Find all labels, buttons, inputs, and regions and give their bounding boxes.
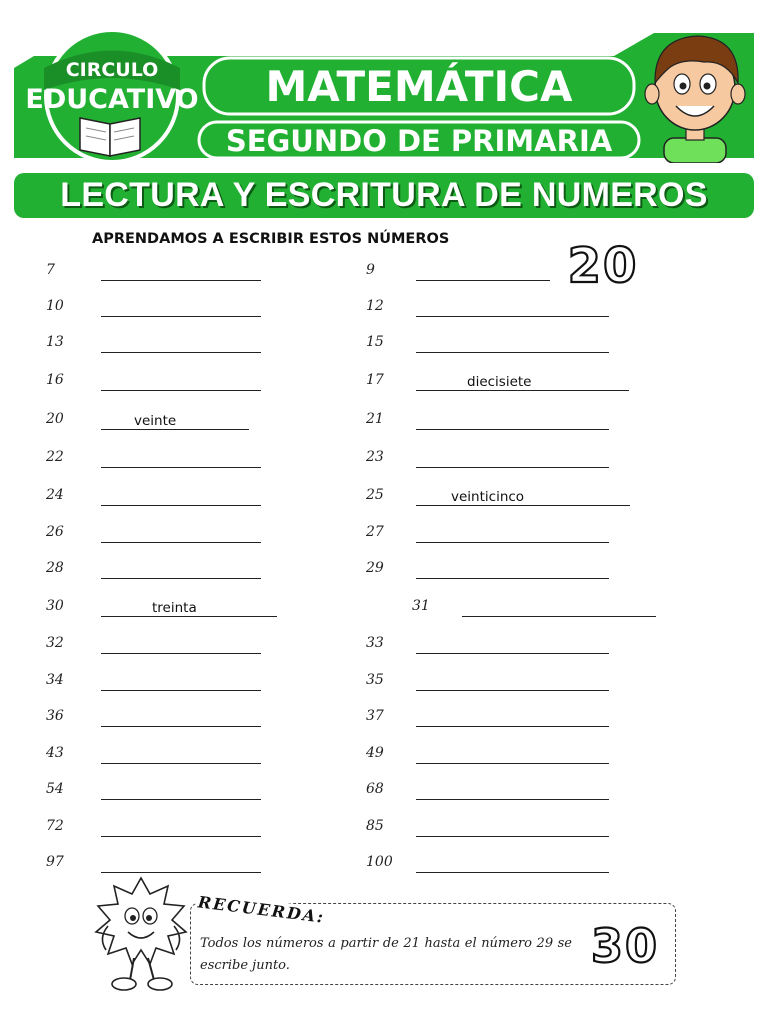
answer-line[interactable] bbox=[101, 300, 261, 317]
answer-line[interactable] bbox=[416, 300, 609, 317]
svg-text:30: 30 bbox=[590, 919, 660, 972]
answer-line[interactable] bbox=[416, 413, 609, 430]
answer-line[interactable] bbox=[101, 336, 261, 353]
answer-line[interactable] bbox=[416, 674, 609, 691]
number-label: 30 bbox=[46, 598, 64, 614]
answer-text: treinta bbox=[152, 600, 197, 616]
number-label: 29 bbox=[366, 560, 384, 576]
answer-line[interactable] bbox=[101, 451, 261, 468]
number-label: 27 bbox=[366, 524, 384, 540]
answer-line[interactable] bbox=[101, 374, 261, 391]
page-title: MATEMÁTICA bbox=[265, 62, 573, 111]
answer-line[interactable] bbox=[416, 562, 609, 579]
answer-line[interactable] bbox=[416, 526, 609, 543]
answer-line[interactable] bbox=[462, 600, 656, 617]
answer-text: veinticinco bbox=[451, 489, 525, 505]
answer-line[interactable] bbox=[101, 783, 261, 800]
logo-line1: CIRCULO bbox=[65, 59, 159, 81]
number-label: 36 bbox=[46, 708, 64, 724]
number-label: 23 bbox=[366, 449, 384, 465]
answer-line[interactable] bbox=[416, 747, 609, 764]
answer-line[interactable] bbox=[101, 820, 261, 837]
answer-text: diecisiete bbox=[467, 374, 532, 390]
number-label: 13 bbox=[46, 334, 64, 350]
answer-line[interactable] bbox=[416, 856, 609, 873]
svg-text:20: 20 bbox=[567, 240, 639, 290]
number-label: 43 bbox=[46, 745, 64, 761]
number-label: 33 bbox=[366, 635, 384, 651]
number-badge-20 bbox=[548, 240, 658, 290]
answer-line[interactable] bbox=[101, 413, 249, 430]
book-icon bbox=[80, 118, 140, 156]
number-badge-30 bbox=[580, 916, 670, 972]
number-label: 35 bbox=[366, 672, 384, 688]
topic-bar bbox=[14, 173, 754, 218]
number-label: 72 bbox=[46, 818, 64, 834]
answer-line[interactable] bbox=[101, 674, 261, 691]
remember-text: Todos los números a partir de 21 hasta el número 29 se escribe junto. bbox=[200, 936, 572, 973]
answer-line[interactable] bbox=[101, 710, 261, 727]
number-label: 12 bbox=[366, 298, 384, 314]
topic-title: LECTURA Y ESCRITURA DE NUMEROS bbox=[60, 176, 708, 214]
answer-line[interactable] bbox=[416, 336, 609, 353]
number-label: 54 bbox=[46, 781, 64, 797]
answer-line[interactable] bbox=[101, 856, 261, 873]
number-label: 31 bbox=[412, 598, 430, 614]
number-label: 24 bbox=[46, 487, 64, 503]
instruction-text: APRENDAMOS A ESCRIBIR ESTOS NÚMEROS bbox=[92, 231, 450, 247]
answer-text: veinte bbox=[134, 413, 177, 429]
logo-line2: EDUCATIVO bbox=[25, 84, 199, 115]
answer-line[interactable] bbox=[416, 783, 609, 800]
answer-line[interactable] bbox=[416, 264, 550, 281]
answer-line[interactable] bbox=[416, 451, 609, 468]
number-label: 20 bbox=[46, 411, 64, 427]
remember-title: RECUERDA: bbox=[196, 892, 327, 927]
answer-line[interactable] bbox=[101, 526, 261, 543]
number-label: 28 bbox=[46, 560, 64, 576]
number-label: 26 bbox=[46, 524, 64, 540]
answer-line[interactable] bbox=[416, 374, 629, 391]
number-label: 25 bbox=[366, 487, 384, 503]
answer-line[interactable] bbox=[416, 710, 609, 727]
answer-line[interactable] bbox=[101, 637, 261, 654]
number-label: 22 bbox=[46, 449, 64, 465]
answer-line[interactable] bbox=[416, 637, 609, 654]
header-banner bbox=[14, 28, 754, 163]
answer-line[interactable] bbox=[101, 489, 261, 506]
number-label: 21 bbox=[366, 411, 384, 427]
answer-line[interactable] bbox=[101, 747, 261, 764]
answer-line[interactable] bbox=[101, 600, 277, 617]
number-label: 34 bbox=[46, 672, 64, 688]
number-label: 16 bbox=[46, 372, 64, 388]
number-label: 10 bbox=[46, 298, 64, 314]
answer-line[interactable] bbox=[416, 489, 630, 506]
number-label: 97 bbox=[46, 854, 64, 870]
number-label: 9 bbox=[366, 262, 375, 278]
answer-line[interactable] bbox=[101, 562, 261, 579]
number-label: 85 bbox=[366, 818, 384, 834]
sun-mascot-illustration bbox=[94, 876, 189, 994]
answer-line[interactable] bbox=[101, 264, 261, 281]
page-subtitle: SEGUNDO DE PRIMARIA bbox=[225, 124, 613, 158]
answer-line[interactable] bbox=[416, 820, 609, 837]
number-label: 37 bbox=[366, 708, 384, 724]
number-label: 68 bbox=[366, 781, 384, 797]
number-label: 49 bbox=[366, 745, 384, 761]
number-label: 100 bbox=[366, 854, 393, 870]
number-label: 7 bbox=[46, 262, 55, 278]
number-label: 32 bbox=[46, 635, 64, 651]
number-label: 15 bbox=[366, 334, 384, 350]
number-label: 17 bbox=[366, 372, 384, 388]
